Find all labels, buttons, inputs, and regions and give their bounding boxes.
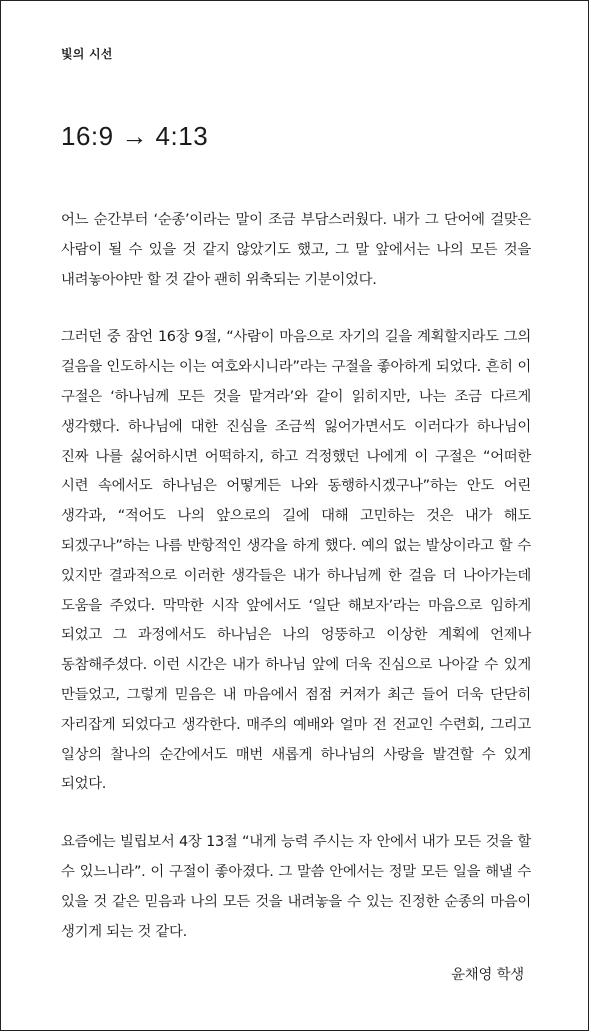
article-body (61, 206, 531, 947)
paragraph-2: 그러던 중 잠언 16장 9절, “사람이 마음으로 자기의 길을 계획할지라도 그의 걸음을 인도하시는 이는 여호와시니라”라는 구절을 좋아하게 되었다. 흔히 이 구절은 ‘하나님께 모든 것을 맡겨라’와 같이 읽히지만, 나는 조금 다르게 생각했다. 하나님에 대한 진심을 조금씩 잃어가면서도 이러다가 하나님이 진짜 나를 싫어하시면 어떡하지, 하고 걱정했던 나에게 이 구절은 “어떠한 시련 속에서도 하나님은 어떻게든 나와 동행하시겠구나”하는 안도 어린 생각과, “적어도 나의 앞으로의 길에 대해 고민하는 것은 내가 해도 되겠구나”하는 나름 반항적인 생각을 하게 했다. 예의 없는 발상이라고 할 수 있지만 결과적으로 이러한 생각들은 내가 하나님께 한 걸음 더 나아가는데 도움을 주었다. 막막한 시작 앞에서도 ‘일단 해보자’라는 마음으로 임하게 되었고 그 과정에서도 하나님은 나의 엉뚱하고 이상한 계획에 언제나 동참해주셨다. 이런 시간은 내가 하나님 앞에 더욱 진심으로 나아갈 수 있게 만들었고, 그렇게 믿음은 내 마음에서 점점 커져가 최근 들어 더욱 단단히 자리잡게 되었다고 생각한다. 매주의 예배와 얼마 전 전교인 수련회, 그리고 일상의 찰나의 순간에서도 매번 새롭게 하나님의 사랑을 발견할 수 있게 되었다. (61, 329, 531, 793)
paragraph-3: 요즘에는 빌립보서 4장 13절 “내게 능력 주시는 자 안에서 내가 모든 것을 할 수 있느니라”. 이 구절이 좋아졌다. 그 말씀 안에서는 정말 모든 일을 해낼 수 있을 것 같은 믿음과 나의 모든 것을 내려놓을 수 있는 진정한 순종의 마음이 생기게 되는 것 같다. (61, 834, 531, 940)
headline: 16:9 → 4:13 (61, 121, 209, 151)
paragraph-1: 어느 순간부터 ‘순종’이라는 말이 조금 부담스러웠다. 내가 그 단어에 걸맞은 사람이 될 수 있을 것 같지 않았기도 했고, 그 말 앞에서는 나의 모든 것을 내려놓아야만 할 것 같아 괜히 위축되는 기분이었다. (61, 212, 531, 288)
section-label: 빛의 시선 (61, 47, 113, 61)
author-name: 윤채영 학생 (451, 967, 524, 983)
